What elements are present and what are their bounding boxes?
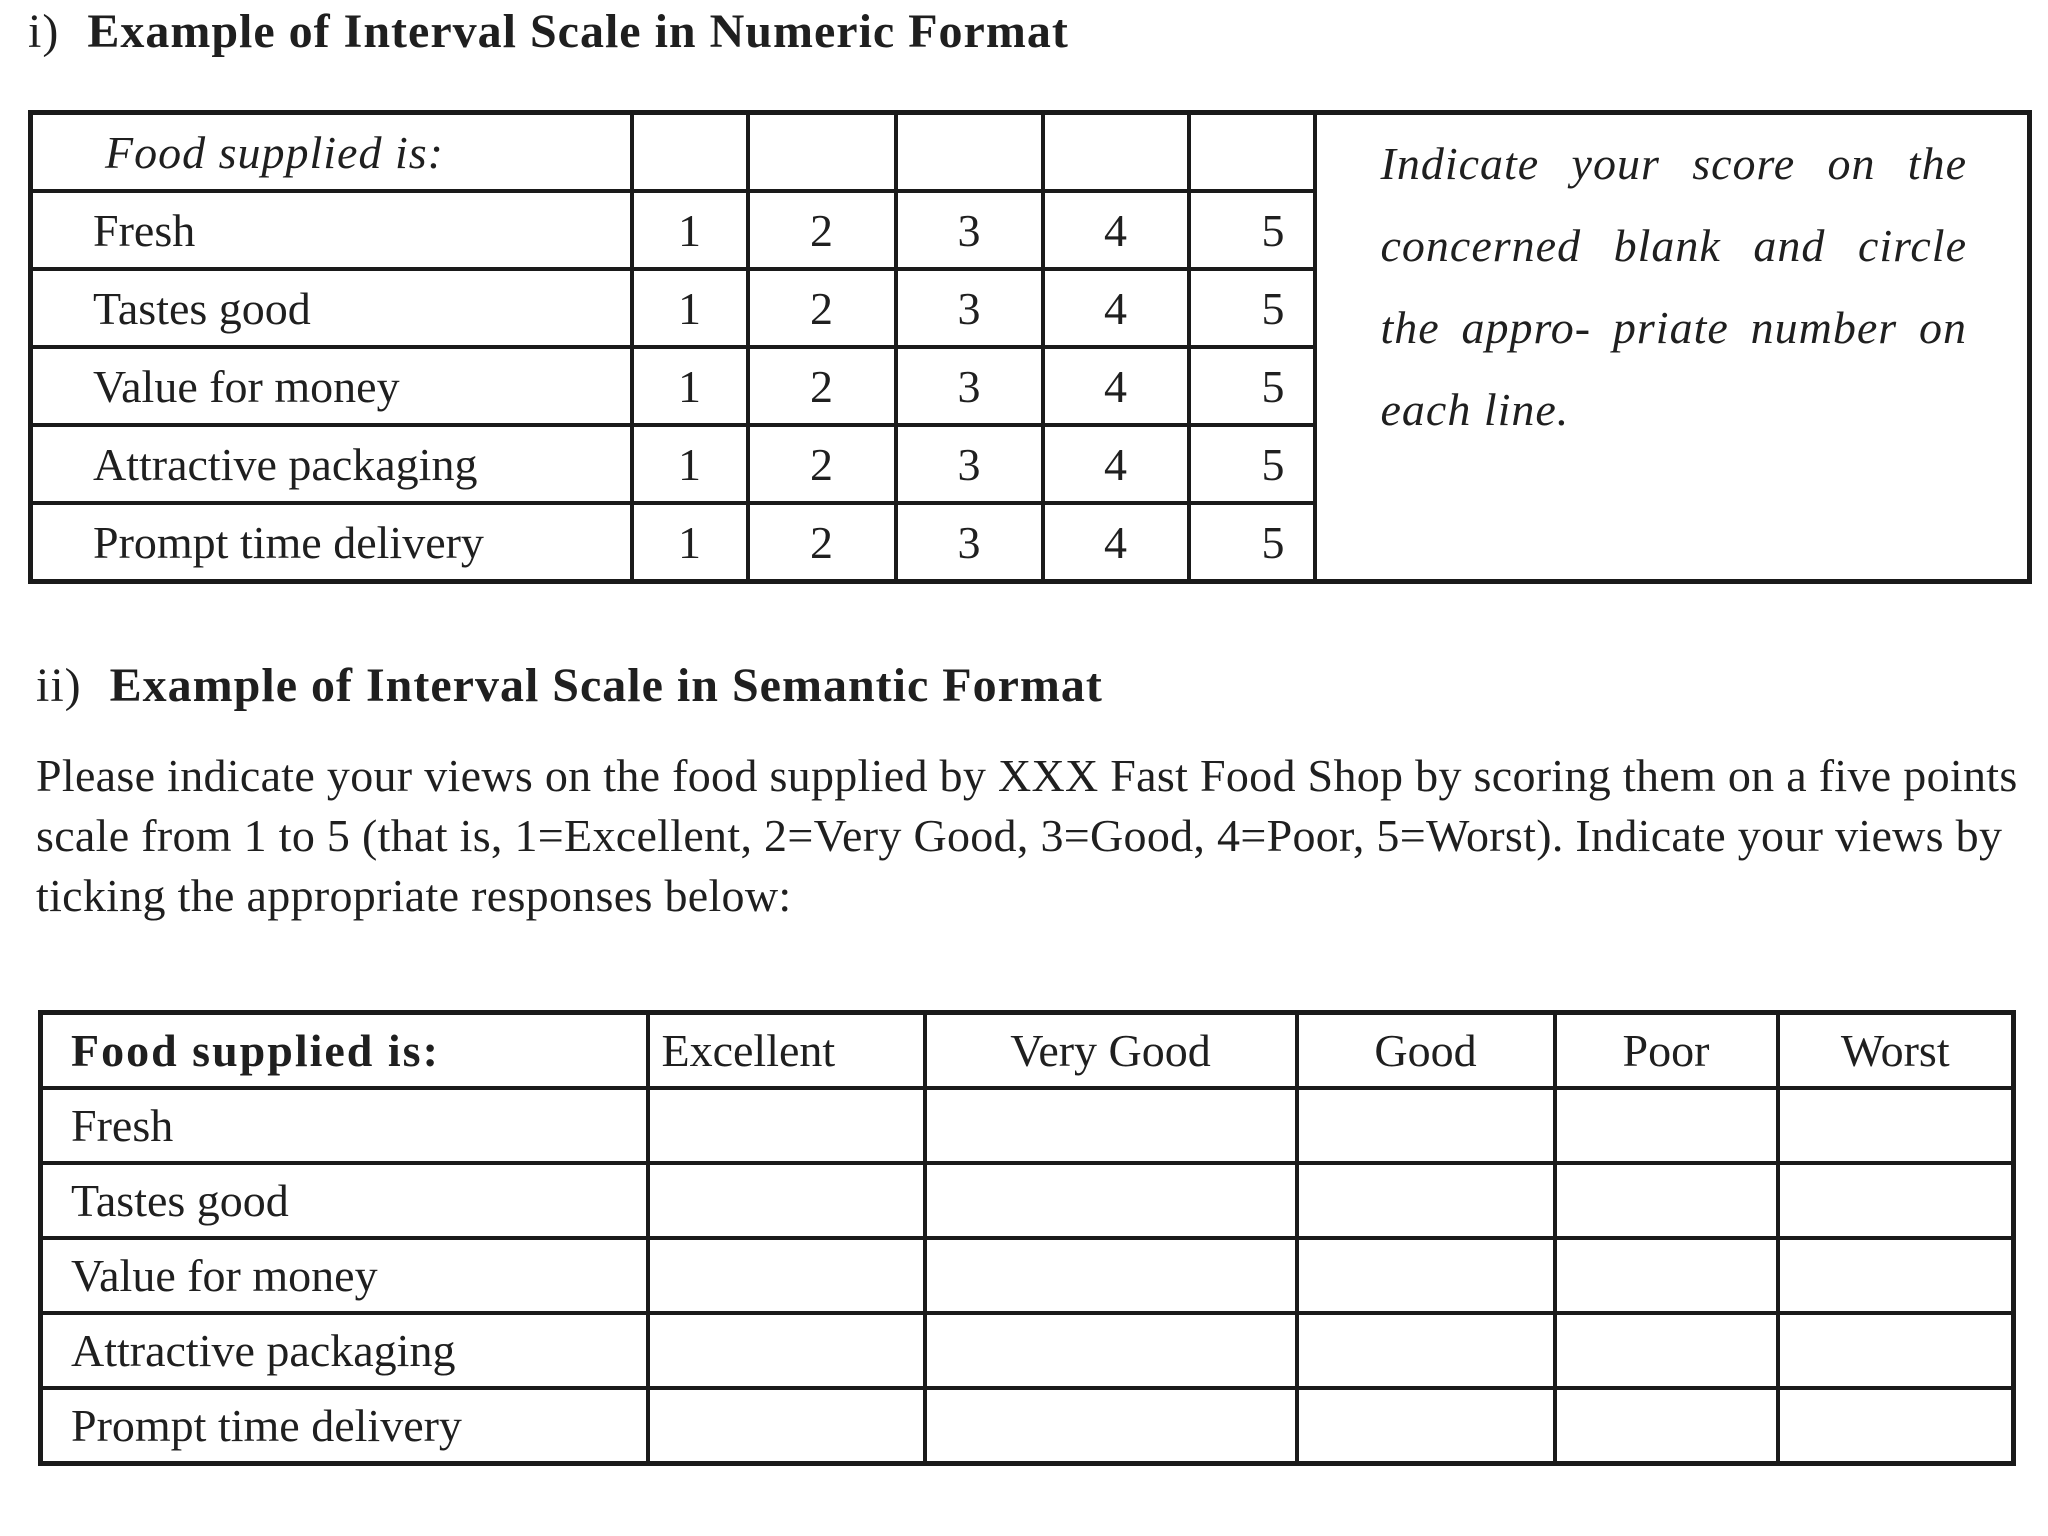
row-label: Attractive packaging bbox=[31, 425, 632, 503]
response-cell[interactable] bbox=[648, 1163, 925, 1238]
instruction-note: Indicate your score on the concerned blank and circle the appro- priate number on each line. bbox=[1315, 113, 2030, 582]
response-cell[interactable] bbox=[925, 1163, 1297, 1238]
response-cell[interactable] bbox=[1778, 1088, 2014, 1163]
score-option[interactable]: 5 bbox=[1189, 191, 1315, 269]
response-cell[interactable] bbox=[1555, 1163, 1778, 1238]
response-cell[interactable] bbox=[925, 1388, 1297, 1464]
response-cell[interactable] bbox=[1297, 1238, 1555, 1313]
score-option[interactable]: 3 bbox=[896, 347, 1043, 425]
header-label: Food supplied is: bbox=[31, 113, 632, 192]
score-option[interactable]: 5 bbox=[1189, 347, 1315, 425]
score-option[interactable]: 2 bbox=[748, 503, 896, 582]
score-option[interactable]: 3 bbox=[896, 269, 1043, 347]
table-header-row bbox=[31, 113, 2030, 192]
response-cell[interactable] bbox=[1778, 1313, 2014, 1388]
section-1-heading bbox=[28, 4, 1069, 59]
score-option[interactable]: 1 bbox=[632, 503, 748, 582]
section-2-heading bbox=[36, 658, 1103, 713]
column-header: Good bbox=[1297, 1013, 1555, 1089]
semantic-scale-table bbox=[38, 1010, 2016, 1466]
score-option[interactable]: 5 bbox=[1189, 503, 1315, 582]
row-label: Fresh bbox=[31, 191, 632, 269]
score-option[interactable]: 1 bbox=[632, 425, 748, 503]
response-cell[interactable] bbox=[1297, 1163, 1555, 1238]
score-option[interactable]: 4 bbox=[1043, 425, 1189, 503]
row-label: Value for money bbox=[41, 1238, 648, 1313]
section-2-title: Example of Interval Scale in Semantic Format bbox=[109, 659, 1103, 712]
column-header: Worst bbox=[1778, 1013, 2014, 1089]
response-cell[interactable] bbox=[1555, 1388, 1778, 1464]
score-option[interactable]: 1 bbox=[632, 191, 748, 269]
response-cell[interactable] bbox=[925, 1313, 1297, 1388]
score-option[interactable]: 4 bbox=[1043, 347, 1189, 425]
row-label: Tastes good bbox=[41, 1163, 648, 1238]
table-row bbox=[41, 1163, 2014, 1238]
column-header: Poor bbox=[1555, 1013, 1778, 1089]
response-cell[interactable] bbox=[648, 1388, 925, 1464]
row-label: Fresh bbox=[41, 1088, 648, 1163]
blank-cell bbox=[748, 113, 896, 192]
score-option[interactable]: 4 bbox=[1043, 269, 1189, 347]
response-cell[interactable] bbox=[1555, 1313, 1778, 1388]
score-option[interactable]: 4 bbox=[1043, 191, 1189, 269]
response-cell[interactable] bbox=[925, 1088, 1297, 1163]
section-1-number: i) bbox=[28, 5, 60, 58]
response-cell[interactable] bbox=[1778, 1163, 2014, 1238]
response-cell[interactable] bbox=[648, 1088, 925, 1163]
response-cell[interactable] bbox=[648, 1238, 925, 1313]
blank-cell bbox=[1189, 113, 1315, 192]
score-option[interactable]: 4 bbox=[1043, 503, 1189, 582]
header-label: Food supplied is: bbox=[41, 1013, 648, 1089]
section-1-title: Example of Interval Scale in Numeric Format bbox=[87, 5, 1069, 58]
score-option[interactable]: 2 bbox=[748, 347, 896, 425]
response-cell[interactable] bbox=[1555, 1238, 1778, 1313]
response-cell[interactable] bbox=[1778, 1388, 2014, 1464]
table-row bbox=[41, 1238, 2014, 1313]
table-row bbox=[41, 1388, 2014, 1464]
score-option[interactable]: 3 bbox=[896, 503, 1043, 582]
score-option[interactable]: 2 bbox=[748, 269, 896, 347]
score-option[interactable]: 1 bbox=[632, 347, 748, 425]
response-cell[interactable] bbox=[925, 1238, 1297, 1313]
row-label: Attractive packaging bbox=[41, 1313, 648, 1388]
row-label: Prompt time delivery bbox=[31, 503, 632, 582]
column-header: Excellent bbox=[648, 1013, 925, 1089]
table-row bbox=[41, 1088, 2014, 1163]
response-cell[interactable] bbox=[1297, 1388, 1555, 1464]
response-cell[interactable] bbox=[1297, 1313, 1555, 1388]
table-row bbox=[41, 1313, 2014, 1388]
column-header: Very Good bbox=[925, 1013, 1297, 1089]
table-header-row bbox=[41, 1013, 2014, 1089]
blank-cell bbox=[1043, 113, 1189, 192]
response-cell[interactable] bbox=[1555, 1088, 1778, 1163]
response-cell[interactable] bbox=[1297, 1088, 1555, 1163]
numeric-scale-table bbox=[28, 110, 2032, 584]
score-option[interactable]: 1 bbox=[632, 269, 748, 347]
response-cell[interactable] bbox=[648, 1313, 925, 1388]
score-option[interactable]: 3 bbox=[896, 425, 1043, 503]
row-label: Value for money bbox=[31, 347, 632, 425]
score-option[interactable]: 2 bbox=[748, 425, 896, 503]
score-option[interactable]: 3 bbox=[896, 191, 1043, 269]
score-option[interactable]: 5 bbox=[1189, 269, 1315, 347]
row-label: Tastes good bbox=[31, 269, 632, 347]
response-cell[interactable] bbox=[1778, 1238, 2014, 1313]
row-label: Prompt time delivery bbox=[41, 1388, 648, 1464]
blank-cell bbox=[632, 113, 748, 192]
instructions-paragraph: Please indicate your views on the food supplied by XXX Fast Food Shop by scoring them on a five points scale from 1 to 5 (that is, 1=Excellent, 2=Very Good, 3=Good, 4=Poor, 5=Worst). Indicate your views by ticking the appropriate responses below: bbox=[36, 750, 2018, 921]
score-option[interactable]: 2 bbox=[748, 191, 896, 269]
score-option[interactable]: 5 bbox=[1189, 425, 1315, 503]
blank-cell bbox=[896, 113, 1043, 192]
section-2-number: ii) bbox=[36, 659, 82, 712]
